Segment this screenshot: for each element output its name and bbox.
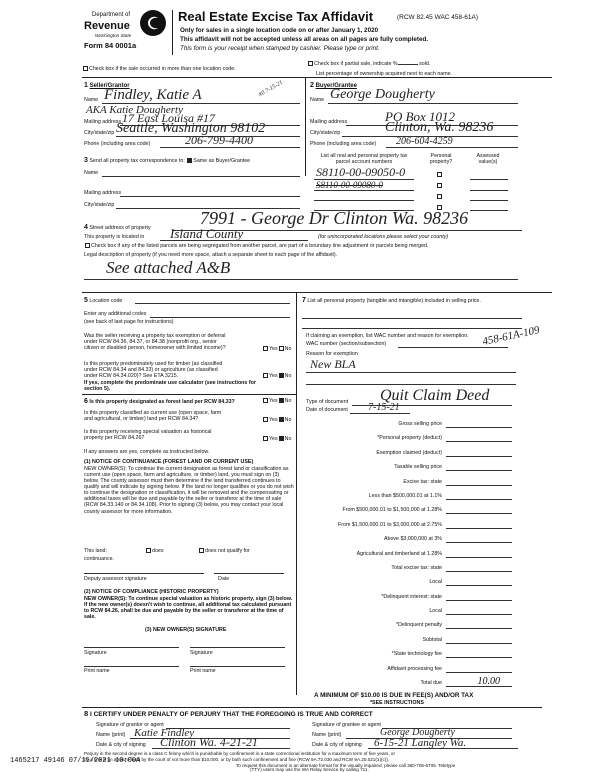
tax-row-label: Local (429, 579, 442, 586)
tax-row-label: Total excise tax: state (391, 564, 442, 571)
tax-row (300, 648, 520, 662)
tax-row (300, 519, 520, 533)
dept-label: Department of (92, 12, 131, 18)
assessed-value-header: Assessed value(s) (476, 153, 500, 166)
tax-row-label: From $1,500,000.01 to $3,000,000 at 2.75% (338, 521, 442, 528)
s3-name-label: Name (84, 170, 99, 176)
grantor-name-label: Name (print) (96, 732, 126, 738)
grantee-sig-label: Signature of grantee or agent (312, 722, 381, 728)
parcel-2[interactable]: S8110-00-09080-0 (316, 180, 383, 190)
personal-prop-checkbox[interactable] (437, 183, 442, 188)
does-label: does (152, 548, 164, 554)
notice-continuance-heading: (1) NOTICE OF CONTINUANCE (FOREST LAND OR CURRENT USE) (84, 459, 254, 465)
doc-type-label: Type of document (306, 399, 349, 405)
deputy-label: Deputy assessor signature (84, 576, 147, 582)
grantor-name-value[interactable]: Katie Findley (134, 727, 195, 739)
continuance-label: continuance. (84, 556, 115, 562)
no-checkbox[interactable] (279, 398, 284, 403)
reason-label: Reason for exemption (306, 351, 358, 357)
recording-stamp: 1465217 49146 07/15/2021 10:00A (10, 757, 141, 765)
buyer-heading: 2 Buyer/Grantee (310, 82, 357, 89)
form-subtitle-3: This form is your receipt when stamped by cashier. Please type or print. (180, 45, 380, 52)
dept-revenue: Revenue (84, 20, 130, 32)
tax-row-label: Less than $500,000.01 at 1.1% (368, 492, 442, 499)
grantee-date-value[interactable]: 6-15-21 Langley Wa. (374, 737, 467, 749)
owner-print-label-1: Print name (84, 668, 110, 674)
wac-value[interactable]: 458-61A-109 (481, 324, 541, 348)
tax-row-label: *Personal property (deduct) (377, 435, 442, 442)
tax-row-label: *State technology fee (391, 651, 442, 658)
owner-sig-label-1: Signature (84, 650, 107, 656)
deputy-date-label: Date (218, 576, 230, 582)
tax-row (300, 634, 520, 648)
s3-mail-label: Mailing address (84, 190, 122, 196)
seller-name-label: Name (84, 97, 99, 103)
alt-format-line-1: To request this document in an alternate format for the visually impaired, please call 360-705-6705. Teletype (236, 763, 456, 768)
s6-ifyes: If any answers are yes, complete as instructed below. (84, 449, 210, 455)
grantee-name-value[interactable]: George Dougherty (380, 727, 455, 738)
tax-row (300, 605, 520, 619)
new-owner-sig-heading: (3) NEW OWNER(S) SIGNATURE (145, 627, 227, 633)
parcel-1[interactable]: S8110-00-09050-0 (316, 165, 406, 179)
tax-row (300, 490, 520, 504)
yes-checkbox[interactable] (263, 417, 268, 422)
personal-prop-checkbox[interactable] (437, 172, 442, 177)
s6-q3: Is this property receiving special valuation as historical property per RCW 84.26? (84, 429, 212, 442)
location-code-label: 5 Location code (84, 297, 123, 304)
form-subtitle-1: Only for sales in a single location code on or after January 1, 2020 (180, 27, 379, 34)
multi-location-label: Check box if the sale occurred in more than one location code. (89, 66, 236, 72)
seller-margin-note: #0 7-15-21 (258, 79, 285, 99)
tax-row-label: From $500,000.01 to $1,500,000 at 1.28% (342, 507, 442, 514)
legal-label: Legal description of property (if you need more space, attach a separate sheet to each page of the affidavit). (84, 252, 338, 258)
see-instructions: *SEE INSTRUCTIONS (370, 700, 424, 706)
grantor-sig-label: Signature of grantor or agent (96, 722, 164, 728)
uninc-note: (for unincorporated locations please select your county) (318, 234, 449, 240)
checkbox[interactable] (308, 61, 313, 66)
checkbox[interactable] (83, 66, 88, 71)
yes-checkbox[interactable] (263, 436, 268, 441)
s6-q2: Is this property classified as current use (open space, farm and agricultural, or timber) land per RCW 84.34? (84, 410, 222, 423)
located-label: This property is located in (84, 234, 145, 240)
tax-row-label: Subtotal (422, 636, 442, 643)
seller-heading: 1 Seller/Grantor (84, 82, 130, 89)
no-checkbox[interactable] (279, 436, 284, 441)
seller-aka-value[interactable]: AKA Katie Dougherty (86, 104, 183, 116)
minimum-note: A MINIMUM OF $10.00 IS DUE IN FEE(S) AND/OR TAX (314, 692, 474, 699)
yes-checkbox[interactable] (263, 346, 268, 351)
tax-row (300, 677, 520, 691)
claim-label: If claiming an exemption, list WAC number and reason for exemption. (306, 333, 469, 339)
tax-row (300, 461, 520, 475)
s5-q1: Was the seller receiving a property tax exemption or deferral under RCW 84.36, 84.37, or 84.38 (nonprofit org., senior citizen or disabled person, homeowner with limited income)? (84, 333, 226, 352)
seller-city-value[interactable]: Seattle, Washington 98102 (116, 121, 266, 136)
doc-date-label: Date of document (306, 407, 348, 413)
tax-row (300, 504, 520, 518)
tax-row (300, 533, 520, 547)
form-subtitle-2: This affidavit will not be accepted unless all areas on all pages are fully completed. (180, 36, 429, 43)
tax-row-label: Excise tax: state (403, 478, 442, 485)
same-as-buyer-checkbox[interactable] (187, 158, 192, 163)
multi-location-check[interactable] (82, 66, 236, 72)
wac-label: WAC number (section/subsection) (306, 341, 387, 347)
perjury-line-1: Perjury in the second degree is a class C felony which is punishable by confinement in a state correctional institution for a maximum term of five years, or (84, 751, 395, 756)
street-label: 4 Street address of property (84, 224, 151, 231)
sold-label: sold. (419, 61, 431, 67)
tax-row-label: Agricultural and timberland at 1.28% (356, 550, 442, 557)
personal-property-header: Personal property? (429, 153, 453, 166)
dept-state: Washington State (95, 33, 132, 38)
checkbox[interactable] (199, 548, 204, 553)
this-land-label: This land: (84, 548, 107, 554)
seller-mail-value[interactable]: 17 East Louisa #17 (122, 111, 216, 125)
tax-row-label: Local (429, 608, 442, 615)
tax-row-label: *Delinquent interest: state (381, 593, 442, 600)
tax-row-value[interactable]: 10.00 (477, 676, 500, 688)
s6-q2-answer[interactable]: Yes No (262, 417, 291, 423)
buyer-phone-label: Phone (including area code) (310, 141, 377, 147)
notice-compliance-text: NEW OWNER(S): To continue special valuation as historic property, sign (3) below. If the new owner(s) doesn't wish to continue, all additional tax calculated pursuant to RCW 84.26, shall be due and payable by the seller or transferor at the time of sale. (84, 596, 293, 621)
form-number: Form 84 0001a (84, 41, 137, 50)
segregation-check[interactable] (84, 243, 428, 249)
buyer-name-value[interactable]: George Dougherty (330, 87, 435, 102)
certify-statement: 8 I CERTIFY UNDER PENALTY OF PERJURY THAT THE FOREGOING IS TRUE AND CORRECT (84, 709, 373, 718)
buyer-city-value[interactable]: Clinton, Wa. 98236 (385, 120, 494, 135)
tax-row (300, 476, 520, 490)
partial-sale-check[interactable] (307, 61, 430, 67)
reason-value[interactable]: New BLA (310, 357, 356, 371)
perjury-line-2: by a fine in an amount fixed by the court of not more than $10,000, or by both such confinement and fine (RCW 9A.72.030 and RCW 9A.20.021(1)(c)). (84, 757, 390, 762)
seller-city-label: City/state/zip (84, 130, 115, 136)
tax-row (300, 576, 520, 590)
addl-codes-label: Enter any additional codes (84, 311, 147, 317)
no-checkbox[interactable] (279, 346, 284, 351)
dor-logo-icon (140, 10, 166, 36)
street-value[interactable]: 7991 - George Dr Clinton Wa. 98236 (200, 208, 469, 228)
yes-checkbox[interactable] (263, 373, 268, 378)
seller-phone-label: Phone (including area code) (84, 141, 151, 147)
s6-q1-answer[interactable]: Yes No (262, 398, 291, 404)
doc-type-value[interactable]: Quit Claim Deed (380, 387, 490, 404)
s7-heading: 7 List all personal property (tangible and intangible) included in selling price. (302, 297, 481, 304)
alt-format-line-2: (TTY) users may use the WA Relay Service by calling 711. (250, 767, 369, 772)
tax-row (300, 619, 520, 633)
s6-q1: 6 Is this property designated as forest land per RCW 84.33? (84, 398, 235, 405)
tax-row (300, 432, 520, 446)
does-check[interactable] (145, 548, 164, 554)
same-as-buyer-label: Same as Buyer/Grantee (193, 158, 251, 164)
parcel-header: List all real and personal property tax parcel account numbers (320, 153, 408, 166)
grantee-date-label: Date & city of signing (312, 742, 362, 748)
does-not-check[interactable] (198, 548, 250, 554)
form-rcw: (RCW 82.45 WAC 458-61A) (397, 14, 479, 21)
tax-row-label: Taxable selling price (394, 464, 442, 471)
does-not-label: does not qualify for (205, 548, 250, 554)
s3-city-label: City/state/zip (84, 202, 115, 208)
tax-row-label: Exemption claimed (deduct) (376, 449, 442, 456)
s5-q2-answer[interactable]: Yes No (262, 373, 291, 379)
partial-sale-label: Check box if partial sale, indicate % (314, 61, 398, 67)
form-title: Real Estate Excise Tax Affidavit (178, 9, 374, 24)
owner-sig-label-2: Signature (190, 650, 213, 656)
s5-q3: If yes, complete the predominate use calculator (see instructions for section 5). (84, 380, 256, 393)
s6-q3-answer[interactable]: Yes No (262, 436, 291, 442)
buyer-mail-label: Mailing address (310, 119, 348, 125)
see-back-note: (see back of last page for instructions) (84, 319, 174, 325)
grantor-date-label: Date & city of signing (96, 742, 146, 748)
seller-mail-label: Mailing address (84, 119, 122, 125)
tax-row-label: Gross selling price (398, 421, 442, 427)
checkbox[interactable] (85, 243, 90, 248)
no-checkbox[interactable] (279, 373, 284, 378)
notice-continuance-text: NEW OWNER(S): To continue the current designation as forest land or classification as current use (open space, farm and agriculture, or timber) land, you must sign on (3) below. The county assessor must then determine if the land transferred continues to qualify and will indicate by signing below. If the land no longer qualifies or you do not wish to continue the designation or classification, it will be removed and the compensating or additional taxes will be due and payable by the seller or transferor at the time of sale (RCW 84.33.140 or 84.34.108). Prior to signing (3) below, you may contact your local county assessor for more information. (84, 466, 294, 515)
s5-q1-answer[interactable]: Yes No (262, 346, 291, 352)
county-value[interactable]: Island County (170, 226, 244, 241)
s3-heading: 3 Send all property tax correspondence to: Same as Buyer/Grantee (84, 157, 251, 164)
notice-compliance-heading: (2) NOTICE OF COMPLIANCE (HISTORIC PROPERTY) (84, 589, 219, 595)
no-checkbox[interactable] (279, 417, 284, 422)
tax-row (300, 447, 520, 461)
tax-row-label: *Delinquent penalty (396, 622, 442, 629)
ownership-note: List percentage of ownership acquired next to each name. (316, 71, 453, 77)
owner-print-label-2: Print name (190, 668, 216, 674)
tax-row-label: Total due (420, 680, 442, 687)
seller-name-value[interactable]: Findley, Katie A (104, 87, 202, 103)
legal-value[interactable]: See attached A&B (106, 258, 231, 277)
grantee-name-label: Name (print) (312, 732, 342, 738)
tax-row (300, 418, 520, 432)
tax-row (300, 548, 520, 562)
tax-row (300, 562, 520, 576)
seller-phone-value[interactable]: 206-799-4400 (185, 133, 253, 147)
personal-prop-checkbox[interactable] (437, 194, 442, 199)
buyer-city-label: City/state/zip (310, 130, 341, 136)
grantor-date-value[interactable]: Clinton Wa. 4-21-21 (160, 735, 258, 749)
tax-row (300, 591, 520, 605)
buyer-mail-value[interactable]: PO Box 1012 (385, 109, 456, 124)
buyer-phone-value[interactable]: 206-604-4259 (396, 136, 453, 147)
tax-row-label: Above $3,000,000 at 3% (383, 536, 442, 543)
checkbox[interactable] (146, 548, 151, 553)
segregation-label: Check box if any of the listed parcels are being segregated from another parcel, are part of a boundary line adjustment or parcels being merged. (91, 243, 429, 249)
s5-q2: Is this property predominately used for timber (as classified under RCW 84.34 and 84.33) or agriculture (as classified under RCW 84.34.020)? See ETA 3215. (84, 361, 223, 380)
doc-date-value[interactable]: 7-15-21 (368, 402, 400, 413)
tax-table (300, 418, 520, 691)
tax-row (300, 663, 520, 677)
yes-checkbox[interactable] (263, 398, 268, 403)
tax-row-label: Affidavit processing fee (387, 665, 442, 672)
buyer-name-label: Name (310, 97, 325, 103)
